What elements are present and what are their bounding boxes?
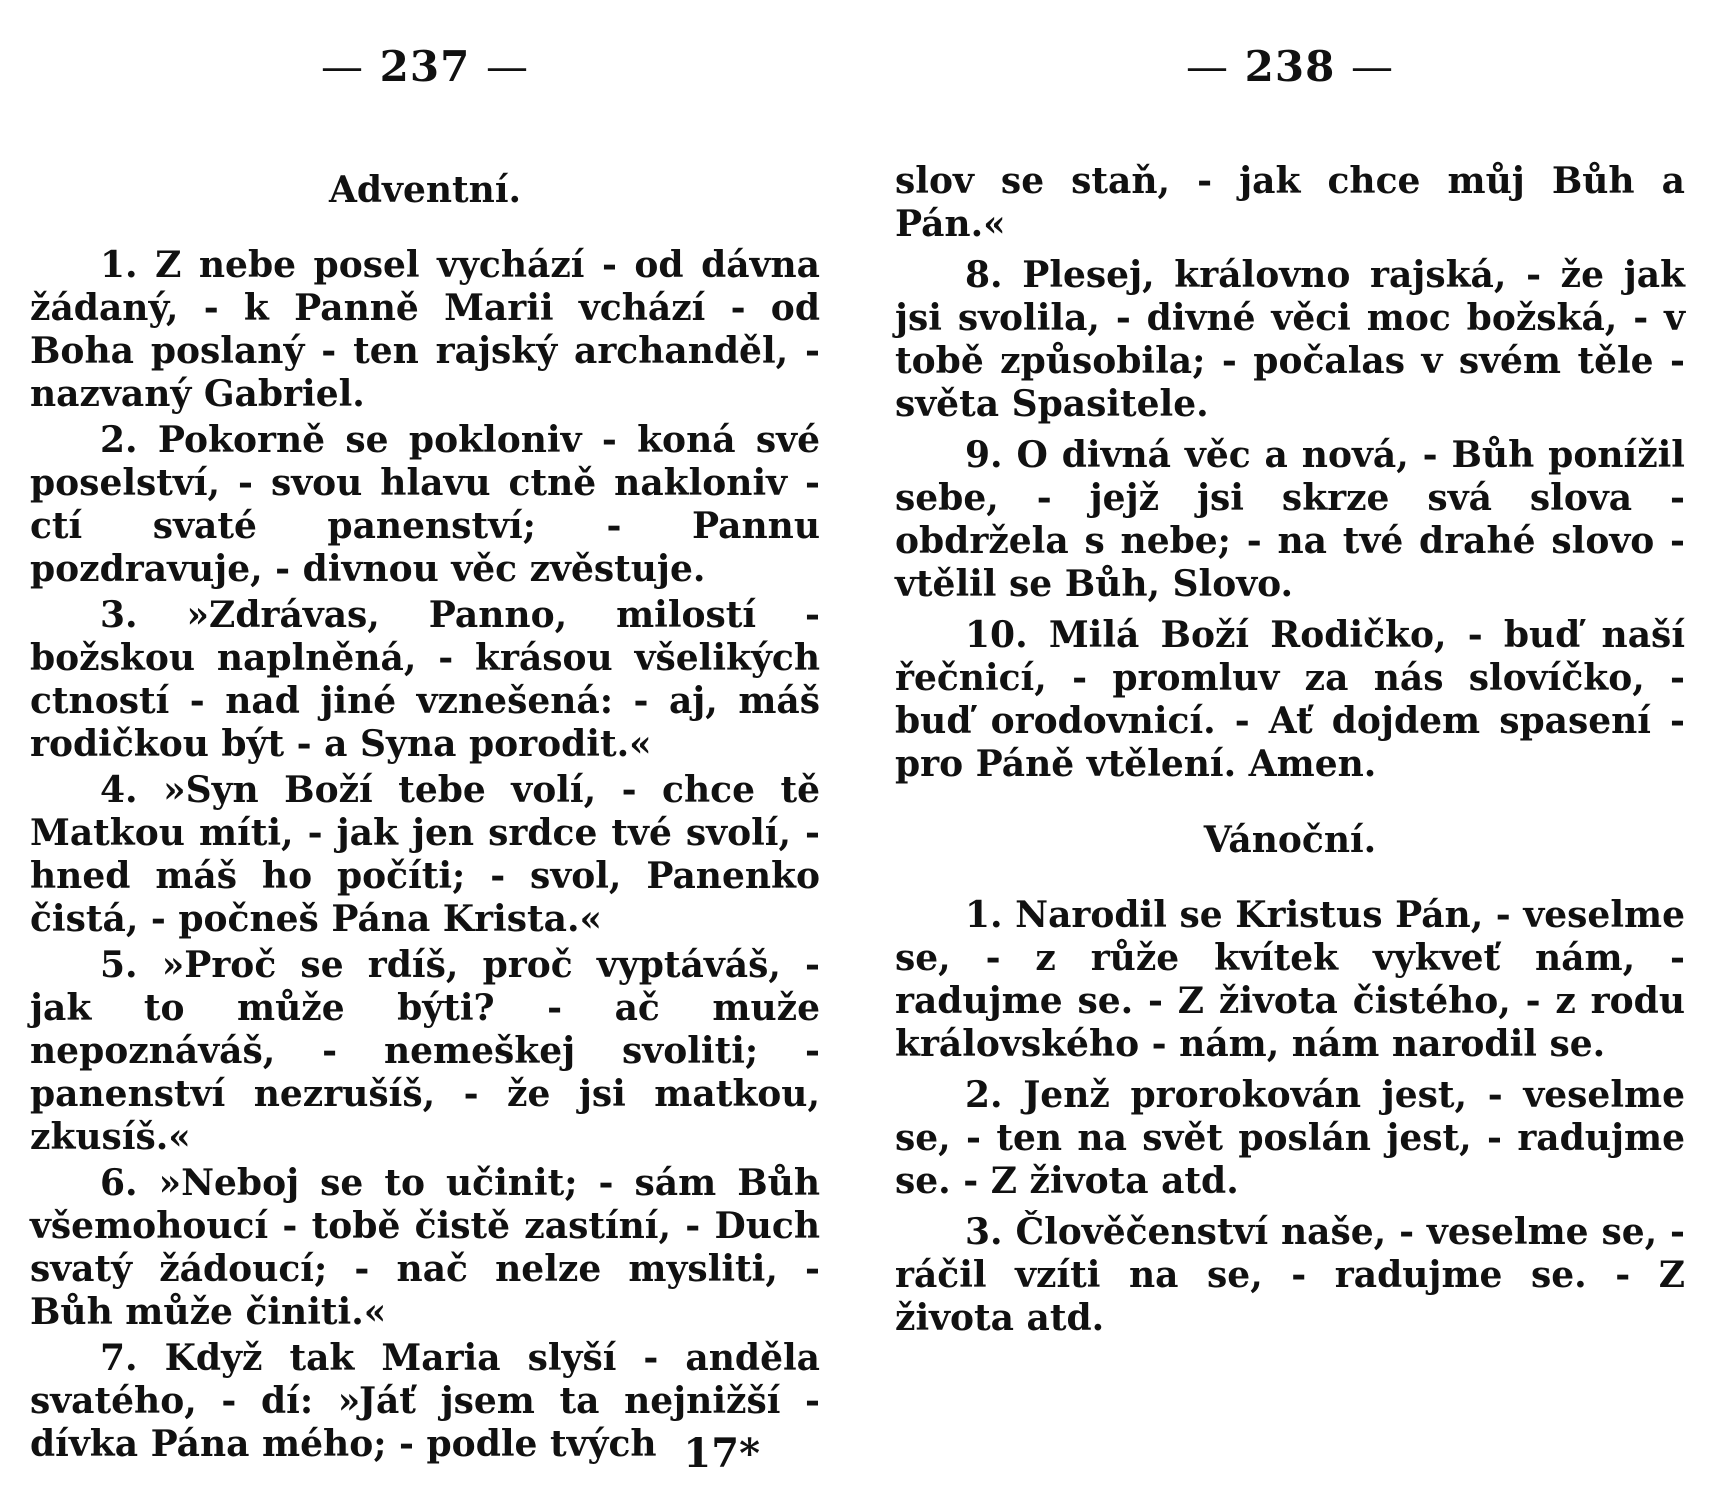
page-number-value: 237 [379,42,471,91]
stanza: 1. Z nebe posel vychází - od dávna žádaný, - k Panně Marii vchází - od Boha poslaný - ten rajský archanděl, - nazvaný Gabriel. [30,244,820,415]
page-number-dash: — [1350,42,1394,91]
stanza: 8. Plesej, královno rajská, - že jak jsi svolila, - divné věci moc božská, - v tobě způsobila; - počalas v svém těle - světa Spasitele. [895,254,1685,425]
stanza: 2. Jenž prorokován jest, - veselme se, - ten na svět poslán jest, - radujme se. - Z života atd. [895,1074,1685,1202]
right-page [895,0,1685,1500]
left-page [30,0,820,1500]
stanza: 7. Když tak Maria slyší - anděla svatého, - dí: »Jáť jsem ta nejnižší - dívka Pána mého; - podle tvých [30,1337,820,1465]
printer-signature-mark: 17* [683,1430,760,1477]
page-number-right [895,42,1685,91]
right-page-body [895,160,1685,1348]
stanza: 3. Člověčenství naše, - veselme se, - ráčil vzíti na se, - radujme se. - Z života atd. [895,1211,1685,1339]
stanza: 9. O divná věc a nová, - Bůh ponížil sebe, - jejž jsi skrze svá slova - obdržela s nebe; - na tvé drahé slovo - vtělil se Bůh, Slovo. [895,434,1685,605]
page-number-dash: — [1186,42,1230,91]
stanza: 10. Milá Boží Rodičko, - buď naší řečnicí, - promluv za nás slovíčko, - buď orodovnicí. - Ať dojdem spasení - pro Páně vtělení. Amen. [895,614,1685,785]
page-number-value: 238 [1244,42,1336,91]
page-number-left [30,42,820,91]
stanza: 3. »Zdrávas, Panno, milostí - božskou naplněná, - krásou všelikých ctností - nad jiné vznešená: - aj, máš rodičkou být - a Syna porodit.« [30,594,820,765]
stanza: 2. Pokorně se pokloniv - koná své poselství, - svou hlavu ctně nakloniv - ctí svaté panenství; - Pannu pozdravuje, - divnou věc zvěstuje. [30,419,820,590]
page-number-dash: — [321,42,365,91]
left-page-body [30,160,820,1469]
stanza: 6. »Neboj se to učinit; - sám Bůh všemohoucí - tobě čistě zastíní, - Duch svatý žádoucí; - nač nelze mysliti, - Bůh může činiti.« [30,1162,820,1333]
stanza: 4. »Syn Boží tebe volí, - chce tě Matkou míti, - jak jen srdce tvé svolí, - hned máš ho počíti; - svol, Panenko čistá, - počneš Pána Krista.« [30,769,820,940]
page-number-dash: — [485,42,529,91]
section-heading-advent: Adventní. [328,169,522,211]
stanza: 5. »Proč se rdíš, proč vyptáváš, - jak to může býti? - ač muže nepoznáváš, - nemeškej svoliti; - panenství nezrušíš, - že jsi matkou, zkusíš.« [30,944,820,1158]
section-heading-christmas: Vánoční. [1203,819,1377,861]
stanza-continuation: slov se staň, - jak chce můj Bůh a Pán.« [895,160,1685,245]
stanza: 1. Narodil se Kristus Pán, - veselme se, - z růže kvítek vykveť nám, - radujme se. - Z života čistého, - z rodu královského - nám, nám narodil se. [895,894,1685,1065]
